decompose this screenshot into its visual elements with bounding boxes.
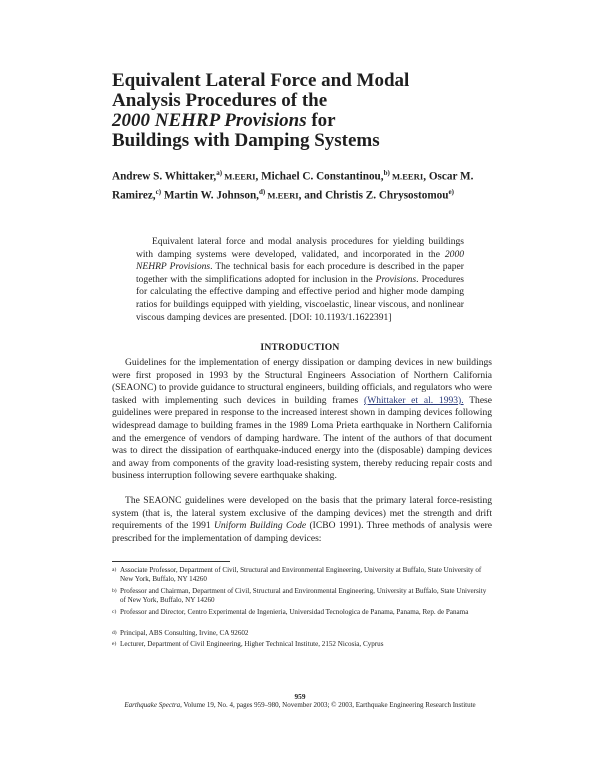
footnote-mark: c): [112, 609, 117, 615]
abstract-text-1: Equivalent lateral force and modal analysis procedures for yielding buildings with damping systems were developed, validated, and incorporated in the: [136, 236, 464, 260]
abstract-text-3: . Procedures for calculating the effective damping and effective period and higher mode damping ratios for buildings equipped with yielding, viscoelastic, linear viscous, and nonlinear viscous damping devices are presented. [DOI: 10.1193/1.1622391]: [136, 273, 464, 323]
footnote-e: [112, 640, 492, 649]
footnote-text: Principal, ABS Consulting, Irvine, CA 92602: [120, 629, 249, 637]
intro-paragraph-1: [112, 357, 492, 483]
footnote-text: Professor and Director, Centro Experimental de Ingenieria, Universidad Tecnologica de Panama, Panama, Rep. de Panama: [120, 608, 469, 616]
author-4-mark: d): [258, 188, 266, 197]
para2-text-a: The SEAONC guidelines were developed on the basis that the primary lateral force-resisting system (that is, the lateral system exclusive of the damping devices) met the strength and drift requirements of the 1991: [112, 495, 492, 532]
author-3: , Oscar M. Ramirez,: [112, 170, 474, 202]
author-list: [112, 166, 492, 204]
footnote-text: Lecturer, Department of Civil Engineering, Higher Technical Institute, 2152 Nicosia, Cyprus: [120, 640, 384, 648]
author-4: Martin W. Johnson,: [161, 189, 259, 202]
paper-title: [112, 71, 502, 151]
abstract: [136, 236, 464, 324]
abstract-text-2: . The technical basis for each procedure is described in the paper together with the simplifications adopted for inclusion in the: [136, 261, 464, 285]
title-italic: 2000 NEHRP Provisions: [112, 110, 307, 131]
footnote-text: Professor and Chairman, Department of Civil, Structural and Environmental Engineering, University at Buffalo, State University of New York, Buffalo, NY 14260: [120, 587, 487, 605]
title-line-2: Analysis Procedures of the: [112, 90, 328, 111]
footnote-b: [112, 587, 492, 606]
author-2-mark: b): [383, 169, 390, 177]
para1-text-b: These guidelines were prepared in response to the increased interest shown in damping devices following widespread damage to building frames in the 1989 Loma Prieta earthquake in Northern California and the emergence of vendors of damping hardware. The intent of the authors of that document was to direct the dissipation of earthquake-induced energy into the (disposable) damping devices and away from components of the gravity load-resisting system, thereby reducing repair costs and business interruption following severe earthquake shaking.: [112, 394, 493, 482]
title-line-1: Equivalent Lateral Force and Modal: [112, 70, 410, 91]
footnote-mark: e): [112, 641, 117, 647]
title-line-3-rest: for: [306, 110, 336, 131]
author-1-membership: M.EERI: [222, 171, 256, 182]
author-4-membership: M.EERI: [265, 190, 299, 201]
citation-link[interactable]: (Whittaker et al. 1993).: [364, 394, 464, 406]
footnote-c: [112, 608, 492, 617]
page-number: 959: [294, 692, 306, 701]
abstract-italic-1: 2000 NEHRP Provisions: [136, 248, 464, 273]
author-5-mark: e): [448, 188, 454, 197]
footnote-d: [112, 629, 492, 638]
title-line-3: [112, 111, 502, 131]
author-2: , Michael C. Constantinou,: [255, 170, 384, 183]
author-1-mark: a): [216, 169, 223, 177]
footnote-mark: b): [112, 588, 117, 594]
title-line-4: Buildings with Damping Systems: [112, 130, 380, 151]
journal-citation: , Volume 19, No. 4, pages 959–980, November 2003; © 2003, Earthquake Engineering Research Institute: [180, 701, 476, 709]
journal-name: Earthquake Spectra: [124, 701, 181, 709]
footnote-rule: [112, 561, 230, 562]
footnote-text: Associate Professor, Department of Civil, Structural and Environmental Engineering, University at Buffalo, State University of New York, Buffalo, NY 14260: [120, 566, 482, 584]
author-2-membership: M.EERI: [389, 171, 424, 182]
para1-text-a: Guidelines for the implementation of energy dissipation or damping devices in new buildings were first proposed in 1993 by the Structural Engineers Association of Northern California (SEAONC) to provide guidance to structural engineers, building officials, and regulators who were tasked with implementing such devices in building frames: [112, 357, 492, 406]
intro-paragraph-2: [112, 495, 492, 545]
footnote-mark: a): [112, 567, 117, 573]
footnote-mark: d): [112, 630, 117, 636]
author-5: , and Christis Z. Chrysostomou: [298, 189, 449, 202]
para2-italic: Uniform Building Code: [214, 520, 307, 532]
author-1: Andrew S. Whittaker,: [112, 170, 217, 183]
para2-text-b: (ICBO 1991). Three methods of analysis were prescribed for the implementation of damping devices:: [112, 520, 492, 544]
journal-footer: [0, 701, 600, 709]
footnote-a: [112, 566, 492, 585]
section-heading: INTRODUCTION: [260, 342, 340, 353]
abstract-italic-2: Provisions: [375, 273, 417, 285]
author-3-mark: c): [155, 188, 162, 197]
